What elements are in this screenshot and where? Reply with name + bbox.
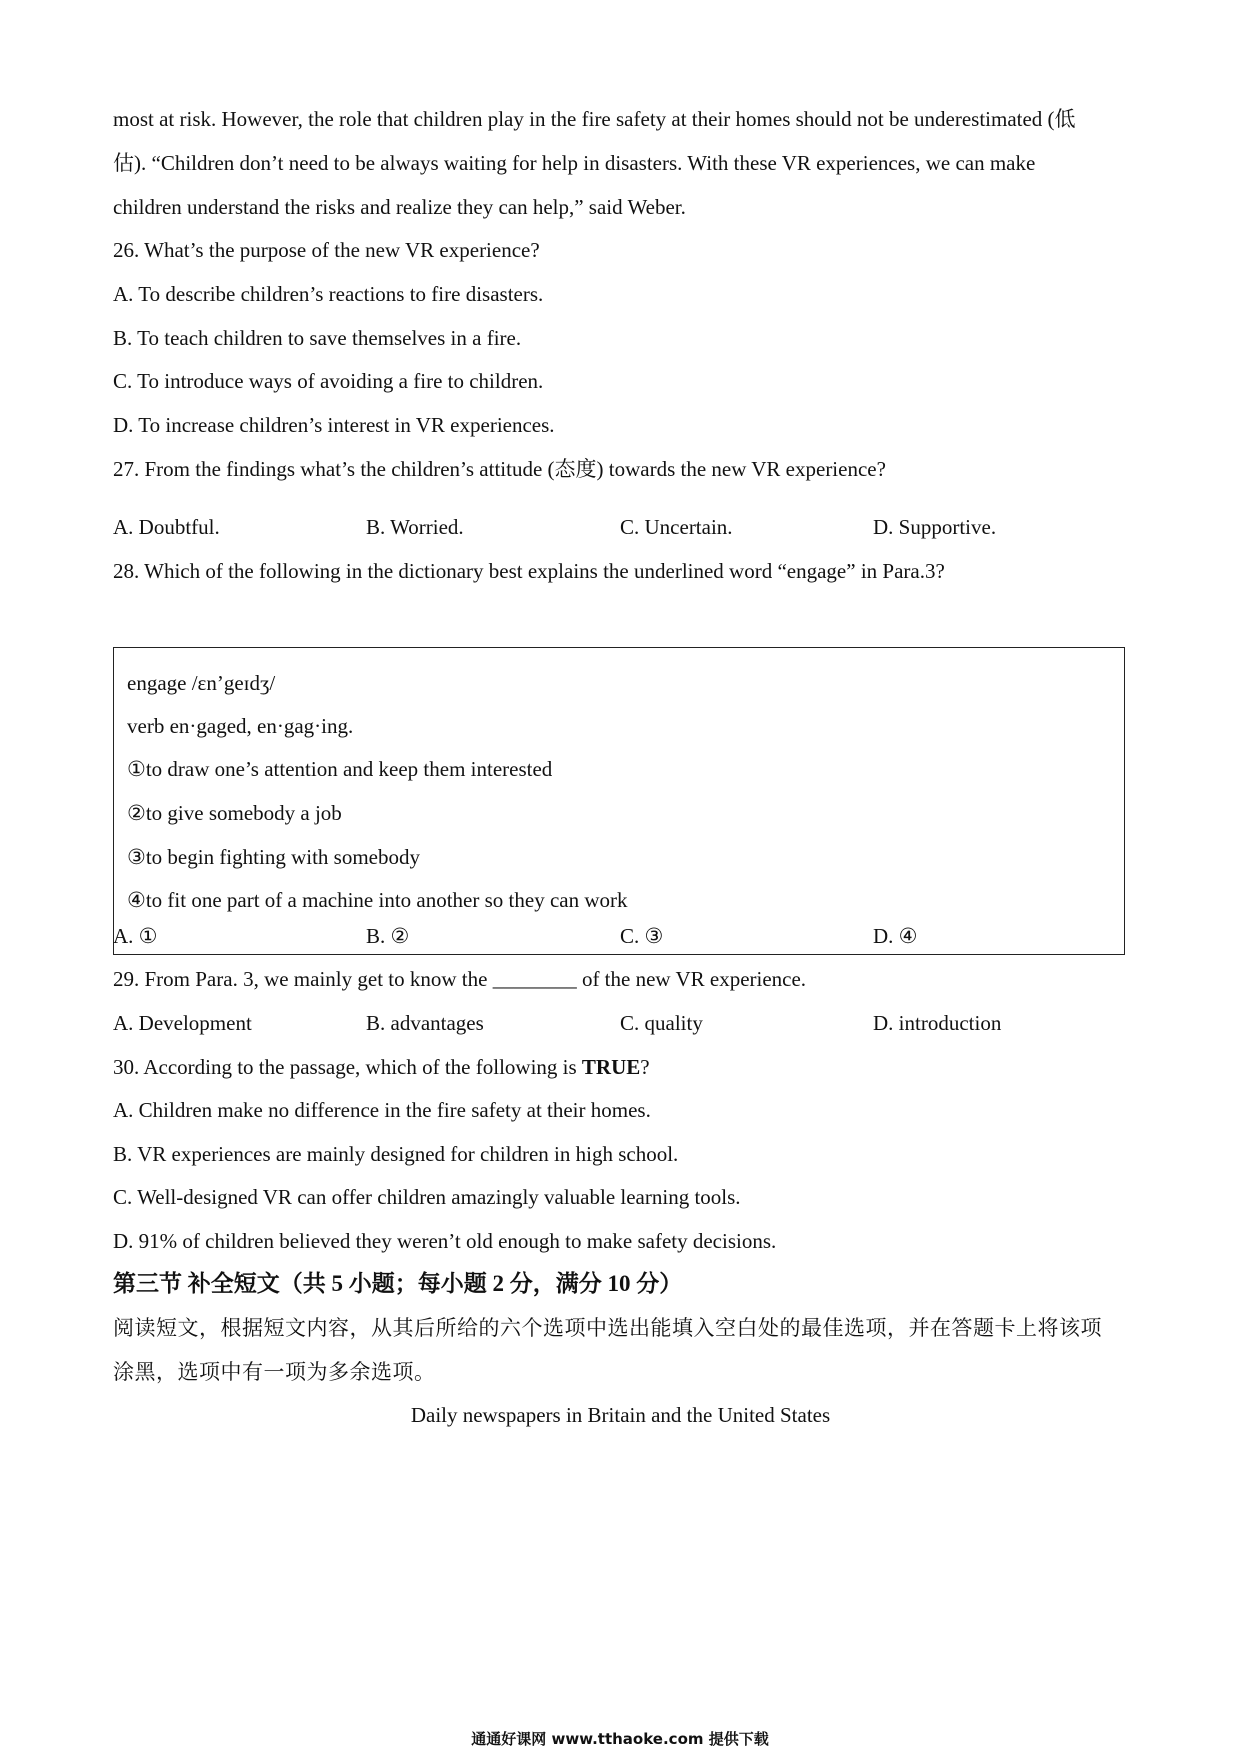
q30-stem-emphasis: TRUE [581, 1055, 641, 1079]
q30-stem [113, 1053, 650, 1081]
q29-option-c: C. quality [620, 1011, 703, 1035]
q30-option-d: D. 91% of children believed they weren’t old enough to make safety decisions. [113, 1229, 777, 1253]
passage-line-1: most at risk. However, the role that children play in the fire safety at their homes should not be underestimated (低 [113, 107, 1076, 131]
passage-line-2: 估). “Children don’t need to be always waiting for help in disasters. With these VR experiences, we can make [113, 151, 1036, 175]
dictionary-headword: engage /ɛn’geɪdʒ/ [127, 671, 276, 695]
section-instruction-1: 阅读短文，根据短文内容，从其后所给的六个选项中选出能填入空白处的最佳选项，并在答题卡上将该项 [113, 1316, 1102, 1340]
dictionary-sense-3: ③to begin fighting with somebody [127, 845, 420, 869]
q26-option-d: D. To increase children’s interest in VR experiences. [113, 413, 555, 437]
passage-title: Daily newspapers in Britain and the United States [410, 1403, 831, 1427]
q27-option-c: C. Uncertain. [620, 515, 733, 539]
q28-stem: 28. Which of the following in the dictionary best explains the underlined word “engage” in Para.3? [113, 559, 945, 583]
passage-line-3: children understand the risks and realize they can help,” said Weber. [113, 195, 686, 219]
q29-option-d: D. introduction [873, 1011, 1002, 1035]
q30-option-c: C. Well-designed VR can offer children amazingly valuable learning tools. [113, 1185, 741, 1209]
q30-stem-end: ? [640, 1055, 650, 1079]
q27-stem: 27. From the findings what’s the children’s attitude (态度) towards the new VR experience? [113, 457, 886, 481]
q26-option-c: C. To introduce ways of avoiding a fire to children. [113, 369, 544, 393]
q28-option-a: A. ① [113, 924, 158, 948]
q27-option-a: A. Doubtful. [113, 515, 220, 539]
q30-option-a: A. Children make no difference in the fire safety at their homes. [113, 1098, 651, 1122]
q27-option-b: B. Worried. [366, 515, 464, 539]
q26-option-a: A. To describe children’s reactions to fire disasters. [113, 282, 544, 306]
q29-option-a: A. Development [113, 1011, 252, 1035]
dictionary-sense-1: ①to draw one’s attention and keep them interested [127, 757, 553, 781]
q28-option-c: C. ③ [620, 924, 664, 948]
q26-option-b: B. To teach children to save themselves in a fire. [113, 326, 522, 350]
section-heading: 第三节 补全短文（共 5 小题；每小题 2 分，满分 10 分） [113, 1271, 683, 1296]
q29-stem: 29. From Para. 3, we mainly get to know the ________ of the new VR experience. [113, 967, 807, 991]
dictionary-sense-2: ②to give somebody a job [127, 801, 342, 825]
q26-stem: 26. What’s the purpose of the new VR experience? [113, 238, 540, 262]
dictionary-sense-4: ④to fit one part of a machine into another so they can work [127, 888, 628, 912]
q27-option-d: D. Supportive. [873, 515, 997, 539]
q29-option-b: B. advantages [366, 1011, 484, 1035]
dictionary-box [113, 647, 1125, 955]
q28-option-d: D. ④ [873, 924, 918, 948]
section-instruction-2: 涂黑，选项中有一项为多余选项。 [113, 1360, 436, 1384]
q30-option-b: B. VR experiences are mainly designed for children in high school. [113, 1142, 679, 1166]
q28-option-b: B. ② [366, 924, 410, 948]
q30-stem-text: 30. According to the passage, which of the following is [113, 1055, 582, 1079]
page-footer: 通通好课网 www.tthaoke.com 提供下载 [471, 1730, 769, 1748]
dictionary-forms: verb en·gaged, en·gag·ing. [127, 714, 354, 738]
